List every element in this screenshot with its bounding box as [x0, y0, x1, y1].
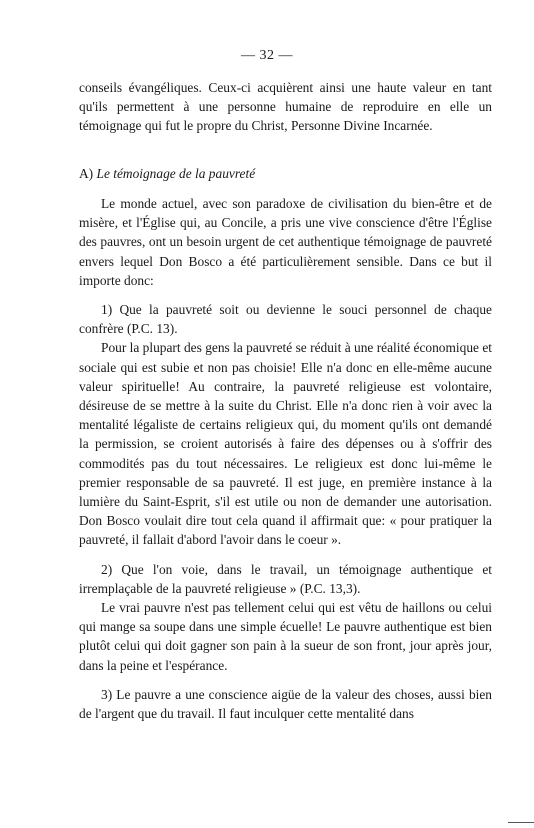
intro-paragraph-text: conseils évangéliques. Ceux-ci acquièrent ainsi une haute valeur en tant qu'ils permettent à une personne humaine de reproduire en elle un témoignage qui fut le propre du Christ, Personne Divine Incarnée.	[79, 80, 492, 134]
paragraph-point-1: 1) Que la pauvreté soit ou devienne le souci personnel de chaque confrère (P.C. 13).	[79, 302, 492, 337]
section-title: Le témoignage de la pauvreté	[96, 166, 256, 181]
intro-paragraph	[79, 78, 492, 136]
spacer	[79, 675, 492, 685]
section-body	[79, 194, 492, 723]
spacer	[79, 550, 492, 560]
footer-rule	[508, 822, 534, 823]
paragraph-point-2-body: Le vrai pauvre n'est pas tellement celui qui est vêtu de haillons ou celui qui mange sa soupe dans une simple écuelle! Le pauvre authentique est bien plutôt celui qui doit gagner son pain à la sueur de son front, jour après jour, dans la peine et l'espérance.	[79, 600, 492, 673]
section-marker: A)	[79, 166, 94, 181]
spacer	[79, 290, 492, 300]
page-number: — 32 —	[241, 48, 293, 63]
paragraph-point-3: 3) Le pauvre a une conscience aigüe de la valeur des choses, aussi bien de l'argent que du travail. Il faut inculquer cette mentalité dans	[79, 686, 492, 722]
paragraph-intro: Le monde actuel, avec son paradoxe de civilisation du bien-être et de misère, et l'Église qui, au Concile, a pris une vive conscience d'être l'Église des pauvres, ont un besoin urgent de cet authentique témoignage de pauvreté envers lequel Don Bosco a été particulièrement sensible. Dans ce but il importe donc:	[79, 196, 492, 288]
section-heading	[79, 164, 255, 183]
paragraph-point-2: 2) Que l'on voie, dans le travail, un témoignage authentique et irremplaçable de la pauvreté religieuse » (P.C. 13,3).	[79, 561, 492, 596]
paragraph-point-1-body: Pour la plupart des gens la pauvreté se réduit à une réalité économique et sociale qui est subie et non pas choisie! Elle n'a donc en elle-même aucune valeur spirituelle! Au contraire, la pauvreté religieuse est volontaire, désireuse de se mettre à la suite du Christ. Elle n'a donc rien à voir avec la mentalité légaliste de certains religieux qui, du moment qu'ils ont demandé la permission, se croient autorisés à faire des dépenses ou à s'offrir des commodités pas du tout nécessaires. Le religieux est donc lui-même le premier responsable de sa pauvreté. Il est juge, en première instance à la lumière du Saint-Esprit, s'il est utile ou non de demander une autorisation. Don Bosco voulait dire tout cela quand il affirmait que: « pour pratiquer la pauvreté, il fallait d'abord l'avoir dans le coeur ».	[79, 340, 492, 548]
